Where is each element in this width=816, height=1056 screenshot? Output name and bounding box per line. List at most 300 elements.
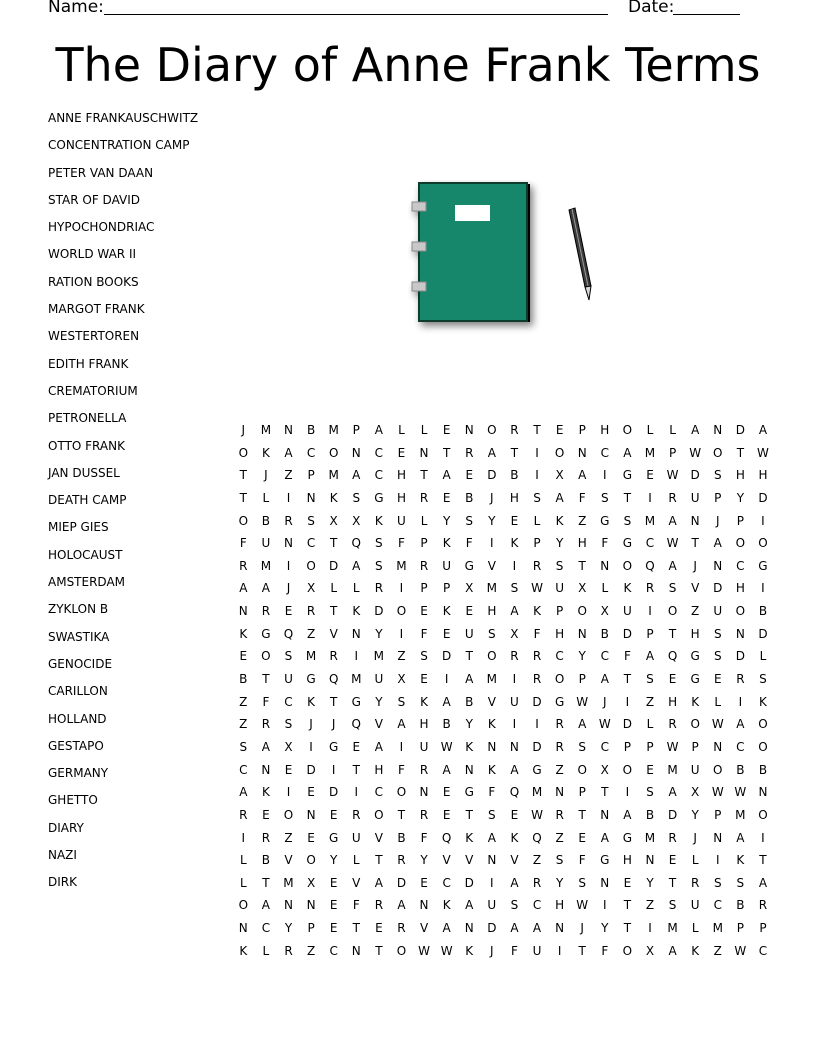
grid-letter: R bbox=[397, 921, 406, 936]
grid-letter: Z bbox=[645, 898, 655, 913]
grid-letter: Q bbox=[351, 717, 361, 732]
grid-letter: C bbox=[713, 898, 722, 913]
grid-letter: F bbox=[398, 536, 405, 551]
word-list-item: AMSTERDAM bbox=[48, 575, 126, 590]
grid-letter: P bbox=[646, 626, 654, 641]
grid-letter: S bbox=[420, 649, 428, 664]
grid-letter: U bbox=[555, 581, 564, 596]
grid-letter: L bbox=[759, 649, 767, 664]
grid-row bbox=[232, 623, 774, 646]
grid-letter: T bbox=[375, 853, 383, 868]
grid-letter: M bbox=[283, 875, 294, 890]
grid-letter: K bbox=[465, 943, 474, 958]
grid-letter: B bbox=[465, 694, 474, 709]
grid-letter: P bbox=[578, 423, 586, 437]
grid-letter: R bbox=[465, 445, 474, 460]
grid-letter: O bbox=[374, 807, 384, 822]
grid-letter: G bbox=[329, 739, 339, 754]
grid-letter: C bbox=[374, 785, 384, 800]
grid-row bbox=[232, 464, 774, 487]
grid-letter: N bbox=[464, 762, 474, 777]
grid-letter: C bbox=[329, 943, 338, 958]
grid-letter: S bbox=[736, 875, 745, 890]
grid-letter: I bbox=[399, 626, 404, 641]
grid-letter: D bbox=[713, 581, 723, 596]
grid-letter: I bbox=[399, 739, 404, 754]
grid-letter: O bbox=[667, 604, 678, 619]
grid-letter: M bbox=[305, 649, 317, 664]
grid-letter: O bbox=[396, 785, 407, 800]
grid-letter: I bbox=[625, 694, 630, 709]
grid-letter: I bbox=[309, 739, 313, 754]
grid-letter: I bbox=[331, 762, 336, 777]
grid-letter: K bbox=[352, 604, 361, 619]
grid-row bbox=[232, 691, 774, 714]
grid-letter: S bbox=[352, 490, 361, 505]
grid-letter: N bbox=[351, 445, 361, 460]
grid-letter: A bbox=[713, 536, 722, 551]
grid-letter: M bbox=[260, 558, 272, 573]
grid-letter: K bbox=[487, 762, 496, 777]
grid-letter: P bbox=[623, 739, 632, 754]
grid-letter: C bbox=[555, 649, 564, 664]
grid-letter: I bbox=[557, 943, 562, 958]
grid-letter: A bbox=[736, 717, 745, 732]
grid-letter: C bbox=[306, 536, 316, 551]
grid-letter: X bbox=[578, 581, 587, 596]
grid-letter: N bbox=[306, 807, 316, 822]
word-list-item: HYPOCHONDRIAC bbox=[48, 220, 155, 235]
grid-letter: H bbox=[555, 626, 565, 641]
grid-letter: N bbox=[419, 898, 429, 913]
grid-letter: B bbox=[261, 513, 270, 528]
grid-letter: F bbox=[239, 536, 247, 551]
grid-letter: E bbox=[420, 604, 428, 619]
grid-letter: A bbox=[352, 558, 361, 573]
grid-letter: R bbox=[532, 649, 542, 664]
word-list-item: JAN DUSSEL bbox=[48, 465, 120, 480]
grid-letter: Q bbox=[509, 785, 520, 800]
grid-letter: M bbox=[644, 513, 656, 528]
notebook-pencil-illustration bbox=[408, 180, 608, 340]
word-list-item: HOLLAND bbox=[48, 711, 107, 726]
grid-letter: Y bbox=[646, 875, 654, 890]
grid-letter: Q bbox=[441, 830, 452, 845]
grid-letter: T bbox=[601, 785, 609, 800]
grid-letter: J bbox=[286, 581, 291, 596]
grid-letter: A bbox=[668, 943, 677, 958]
grid-letter: K bbox=[442, 536, 451, 551]
grid-letter: U bbox=[532, 943, 542, 958]
word-list-item: PETRONELLA bbox=[48, 411, 127, 426]
grid-letter: P bbox=[555, 604, 564, 619]
clipart bbox=[408, 180, 608, 344]
grid-letter: K bbox=[691, 943, 700, 958]
grid-letter: S bbox=[510, 581, 519, 596]
grid-letter: D bbox=[487, 468, 497, 483]
grid-letter: P bbox=[759, 921, 767, 936]
grid-letter: B bbox=[736, 762, 745, 777]
grid-letter: R bbox=[419, 558, 429, 573]
grid-letter: A bbox=[600, 672, 609, 687]
grid-row bbox=[232, 804, 774, 827]
grid-letter: K bbox=[261, 785, 270, 800]
grid-letter: G bbox=[374, 490, 384, 505]
grid-letter: B bbox=[442, 717, 451, 732]
word-list-item: EDITH FRANK bbox=[48, 356, 129, 371]
grid-letter: R bbox=[374, 581, 384, 596]
grid-letter: N bbox=[487, 853, 497, 868]
grid-letter: D bbox=[667, 807, 678, 822]
grid-letter: R bbox=[329, 649, 338, 664]
grid-letter: R bbox=[532, 672, 542, 687]
grid-letter: W bbox=[576, 694, 589, 709]
grid-letter: R bbox=[510, 649, 519, 664]
grid-letter: H bbox=[690, 626, 700, 641]
grid-letter: E bbox=[352, 739, 361, 754]
grid-letter: R bbox=[736, 672, 745, 687]
grid-letter: O bbox=[690, 717, 700, 732]
date-field-line[interactable] bbox=[673, 14, 740, 15]
grid-letter: D bbox=[532, 739, 542, 754]
grid-letter: L bbox=[669, 423, 676, 437]
grid-letter: L bbox=[420, 423, 428, 437]
word-list-item: GESTAPO bbox=[48, 738, 104, 753]
grid-letter: N bbox=[713, 830, 723, 845]
grid-letter: A bbox=[374, 875, 383, 890]
grid-letter: T bbox=[330, 536, 338, 551]
grid-letter: I bbox=[603, 468, 607, 483]
grid-letter: W bbox=[440, 739, 453, 754]
grid-letter: A bbox=[487, 830, 496, 845]
name-label: Name: bbox=[48, 0, 104, 17]
grid-letter: D bbox=[487, 921, 497, 936]
grid-letter: L bbox=[646, 423, 654, 437]
grid-letter: Y bbox=[601, 921, 609, 936]
grid-letter: N bbox=[600, 875, 610, 890]
grid-letter: X bbox=[465, 581, 474, 596]
grid-letter: X bbox=[645, 943, 655, 958]
grid-letter: C bbox=[600, 445, 609, 460]
grid-letter: I bbox=[603, 898, 607, 913]
grid-letter: R bbox=[532, 875, 542, 890]
grid-letter: B bbox=[758, 762, 768, 777]
grid-letter: K bbox=[510, 830, 519, 845]
grid-letter: C bbox=[600, 739, 609, 754]
grid-letter: R bbox=[532, 558, 542, 573]
grid-letter: Z bbox=[397, 649, 406, 664]
grid-letter: X bbox=[352, 513, 361, 528]
grid-letter: V bbox=[465, 853, 474, 868]
grid-letter: A bbox=[510, 762, 519, 777]
grid-letter: S bbox=[759, 672, 767, 687]
grid-letter: N bbox=[509, 739, 519, 754]
grid-letter: T bbox=[578, 943, 586, 958]
grid-letter: H bbox=[735, 468, 745, 483]
grid-letter: I bbox=[490, 875, 494, 890]
grid-letter: L bbox=[691, 921, 699, 936]
grid-letter: F bbox=[578, 853, 586, 868]
grid-letter: R bbox=[555, 739, 564, 754]
grid-letter: R bbox=[668, 830, 677, 845]
grid-letter: Z bbox=[284, 830, 293, 845]
grid-letter: W bbox=[666, 468, 679, 483]
grid-letter: S bbox=[397, 694, 406, 709]
grid-letter: U bbox=[284, 672, 293, 687]
grid-letter: T bbox=[352, 762, 360, 777]
grid-letter: E bbox=[375, 921, 383, 936]
grid-letter: I bbox=[761, 513, 765, 528]
grid-letter: Y bbox=[442, 513, 451, 528]
grid-letter: T bbox=[668, 875, 677, 890]
grid-letter: S bbox=[668, 581, 677, 596]
grid-letter: S bbox=[510, 898, 519, 913]
word-list-item: RATION BOOKS bbox=[48, 274, 139, 289]
grid-letter: K bbox=[691, 694, 700, 709]
grid-letter: L bbox=[239, 875, 247, 890]
grid-letter: E bbox=[329, 898, 338, 913]
grid-letter: S bbox=[375, 536, 383, 551]
grid-letter: A bbox=[261, 898, 270, 913]
grid-letter: Y bbox=[375, 626, 383, 641]
grid-letter: E bbox=[623, 875, 632, 890]
grid-letter: Z bbox=[713, 943, 722, 958]
grid-letter: C bbox=[239, 762, 248, 777]
grid-letter: Y bbox=[555, 875, 564, 890]
grid-letter: K bbox=[329, 490, 338, 505]
grid-letter: N bbox=[577, 626, 587, 641]
grid-letter: S bbox=[600, 490, 609, 505]
word-list-item: WORLD WAR II bbox=[48, 247, 137, 262]
grid-letter: N bbox=[600, 807, 610, 822]
grid-letter: O bbox=[713, 762, 723, 777]
grid-letter: N bbox=[283, 423, 293, 437]
grid-row bbox=[232, 736, 774, 759]
grid-letter: A bbox=[668, 513, 677, 528]
grid-letter: W bbox=[598, 717, 611, 732]
grid-letter: I bbox=[286, 785, 291, 800]
grid-letter: G bbox=[532, 762, 542, 777]
grid-letter: U bbox=[622, 604, 632, 619]
grid-letter: O bbox=[713, 445, 723, 460]
name-field-line[interactable] bbox=[104, 14, 608, 15]
grid-letter: L bbox=[601, 581, 609, 596]
grid-letter: V bbox=[352, 875, 361, 890]
grid-letter: F bbox=[488, 785, 496, 800]
grid-letter: R bbox=[374, 898, 384, 913]
grid-letter: F bbox=[510, 943, 518, 958]
grid-letter: F bbox=[601, 943, 609, 958]
grid-letter: L bbox=[352, 853, 360, 868]
grid-letter: I bbox=[444, 672, 449, 687]
grid-letter: N bbox=[758, 785, 768, 800]
date-label: Date: bbox=[628, 0, 675, 17]
grid-letter: S bbox=[488, 807, 496, 822]
grid-letter: R bbox=[352, 807, 361, 822]
grid-letter: N bbox=[713, 558, 723, 573]
grid-letter: F bbox=[420, 830, 428, 845]
grid-letter: G bbox=[554, 694, 565, 709]
grid-letter: R bbox=[261, 717, 271, 732]
grid-letter: S bbox=[239, 739, 248, 754]
grid-letter: E bbox=[329, 875, 338, 890]
grid-letter: N bbox=[306, 490, 316, 505]
grid-letter: T bbox=[533, 423, 541, 437]
grid-letter: H bbox=[758, 468, 768, 483]
notebook-icon bbox=[412, 183, 530, 322]
grid-letter: H bbox=[555, 898, 565, 913]
grid-letter: S bbox=[668, 898, 677, 913]
grid-letter: Z bbox=[555, 830, 564, 845]
grid-letter: I bbox=[490, 536, 494, 551]
grid-letter: Y bbox=[488, 513, 496, 528]
grid-letter: T bbox=[465, 649, 473, 664]
grid-letter: K bbox=[465, 830, 474, 845]
grid-letter: O bbox=[396, 604, 407, 619]
grid-letter: R bbox=[239, 558, 248, 573]
grid-letter: S bbox=[375, 558, 383, 573]
word-list-item: DIARY bbox=[48, 820, 84, 835]
grid-letter: J bbox=[490, 943, 494, 958]
grid-letter: E bbox=[646, 468, 654, 483]
grid-letter: P bbox=[420, 581, 428, 596]
grid-letter: G bbox=[464, 785, 474, 800]
grid-row bbox=[232, 645, 774, 668]
grid-letter: Y bbox=[375, 694, 383, 709]
grid-letter: O bbox=[487, 649, 497, 664]
grid-letter: T bbox=[623, 921, 632, 936]
grid-letter: T bbox=[442, 445, 451, 460]
grid-letter: W bbox=[711, 717, 724, 732]
grid-letter: C bbox=[442, 875, 451, 890]
grid-letter: G bbox=[306, 672, 316, 687]
grid-letter: R bbox=[239, 807, 248, 822]
grid-letter: V bbox=[374, 830, 383, 845]
grid-letter: E bbox=[420, 672, 428, 687]
grid-letter: E bbox=[578, 830, 586, 845]
grid-letter: R bbox=[397, 853, 406, 868]
grid-letter: Q bbox=[328, 672, 339, 687]
grid-letter: R bbox=[261, 830, 271, 845]
grid-letter: U bbox=[374, 672, 384, 687]
grid-letter: C bbox=[532, 898, 542, 913]
word-search-grid bbox=[232, 419, 774, 962]
grid-letter: W bbox=[576, 898, 589, 913]
grid-letter: Y bbox=[691, 807, 699, 822]
grid-row bbox=[232, 668, 774, 691]
grid-letter: V bbox=[510, 853, 519, 868]
grid-letter: K bbox=[307, 694, 316, 709]
grid-letter: I bbox=[535, 717, 539, 732]
grid-letter: T bbox=[510, 445, 519, 460]
grid-letter: X bbox=[691, 785, 700, 800]
grid-letter: K bbox=[623, 581, 632, 596]
grid-letter: A bbox=[532, 921, 542, 936]
grid-letter: D bbox=[622, 626, 633, 641]
grid-letter: A bbox=[555, 490, 564, 505]
grid-letter: V bbox=[329, 626, 338, 641]
grid-letter: N bbox=[600, 558, 610, 573]
grid-letter: P bbox=[352, 423, 360, 437]
grid-letter: L bbox=[262, 490, 270, 505]
grid-letter: H bbox=[668, 694, 678, 709]
grid-row bbox=[232, 872, 774, 895]
grid-letter: A bbox=[668, 558, 677, 573]
grid-letter: N bbox=[690, 513, 700, 528]
grid-letter: S bbox=[578, 739, 587, 754]
grid-letter: U bbox=[510, 694, 519, 709]
grid-letter: F bbox=[601, 536, 609, 551]
grid-letter: T bbox=[736, 445, 745, 460]
grid-letter: L bbox=[691, 853, 699, 868]
grid-letter: S bbox=[555, 558, 564, 573]
grid-letter: W bbox=[711, 785, 724, 800]
grid-letter: E bbox=[397, 445, 406, 460]
grid-letter: I bbox=[738, 694, 743, 709]
grid-letter: B bbox=[645, 807, 655, 822]
grid-letter: R bbox=[758, 898, 768, 913]
grid-letter: O bbox=[758, 807, 768, 822]
grid-letter: C bbox=[600, 649, 609, 664]
grid-letter: K bbox=[239, 943, 248, 958]
grid-letter: D bbox=[690, 468, 700, 483]
grid-row bbox=[232, 487, 774, 510]
grid-letter: G bbox=[600, 513, 610, 528]
grid-letter: R bbox=[691, 875, 700, 890]
grid-letter: I bbox=[354, 649, 359, 664]
grid-letter: I bbox=[648, 490, 652, 505]
grid-letter: A bbox=[578, 717, 587, 732]
word-list-item: GERMANY bbox=[48, 766, 109, 781]
grid-letter: J bbox=[715, 513, 720, 528]
grid-letter: K bbox=[510, 536, 519, 551]
grid-letter: Y bbox=[578, 649, 586, 664]
grid-letter: T bbox=[420, 468, 428, 483]
grid-letter: M bbox=[667, 762, 678, 777]
grid-letter: L bbox=[239, 853, 247, 868]
grid-letter: I bbox=[761, 830, 765, 845]
word-list-item: PETER VAN DAAN bbox=[48, 165, 154, 180]
grid-letter: I bbox=[399, 581, 404, 596]
grid-letter: R bbox=[419, 490, 429, 505]
grid-letter: A bbox=[374, 423, 383, 437]
grid-letter: Z bbox=[239, 694, 248, 709]
grid-letter: S bbox=[307, 513, 315, 528]
grid-letter: J bbox=[264, 468, 268, 483]
grid-letter: W bbox=[531, 581, 543, 596]
grid-letter: O bbox=[283, 807, 294, 822]
grid-letter: N bbox=[713, 739, 723, 754]
grid-letter: E bbox=[329, 921, 338, 936]
grid-letter: X bbox=[329, 513, 338, 528]
grid-letter: M bbox=[644, 445, 656, 460]
grid-letter: M bbox=[351, 672, 362, 687]
grid-letter: N bbox=[238, 921, 248, 936]
grid-letter: N bbox=[238, 604, 248, 619]
grid-letter: Y bbox=[284, 921, 293, 936]
grid-letter: P bbox=[533, 536, 541, 551]
grid-letter: G bbox=[690, 672, 700, 687]
grid-letter: D bbox=[396, 875, 407, 890]
grid-letter: B bbox=[465, 490, 474, 505]
grid-letter: U bbox=[464, 626, 474, 641]
grid-letter: R bbox=[261, 604, 271, 619]
grid-letter: E bbox=[307, 785, 315, 800]
grid-letter: U bbox=[713, 604, 723, 619]
grid-letter: E bbox=[668, 672, 677, 687]
grid-letter: A bbox=[261, 581, 270, 596]
grid-letter: C bbox=[736, 558, 745, 573]
